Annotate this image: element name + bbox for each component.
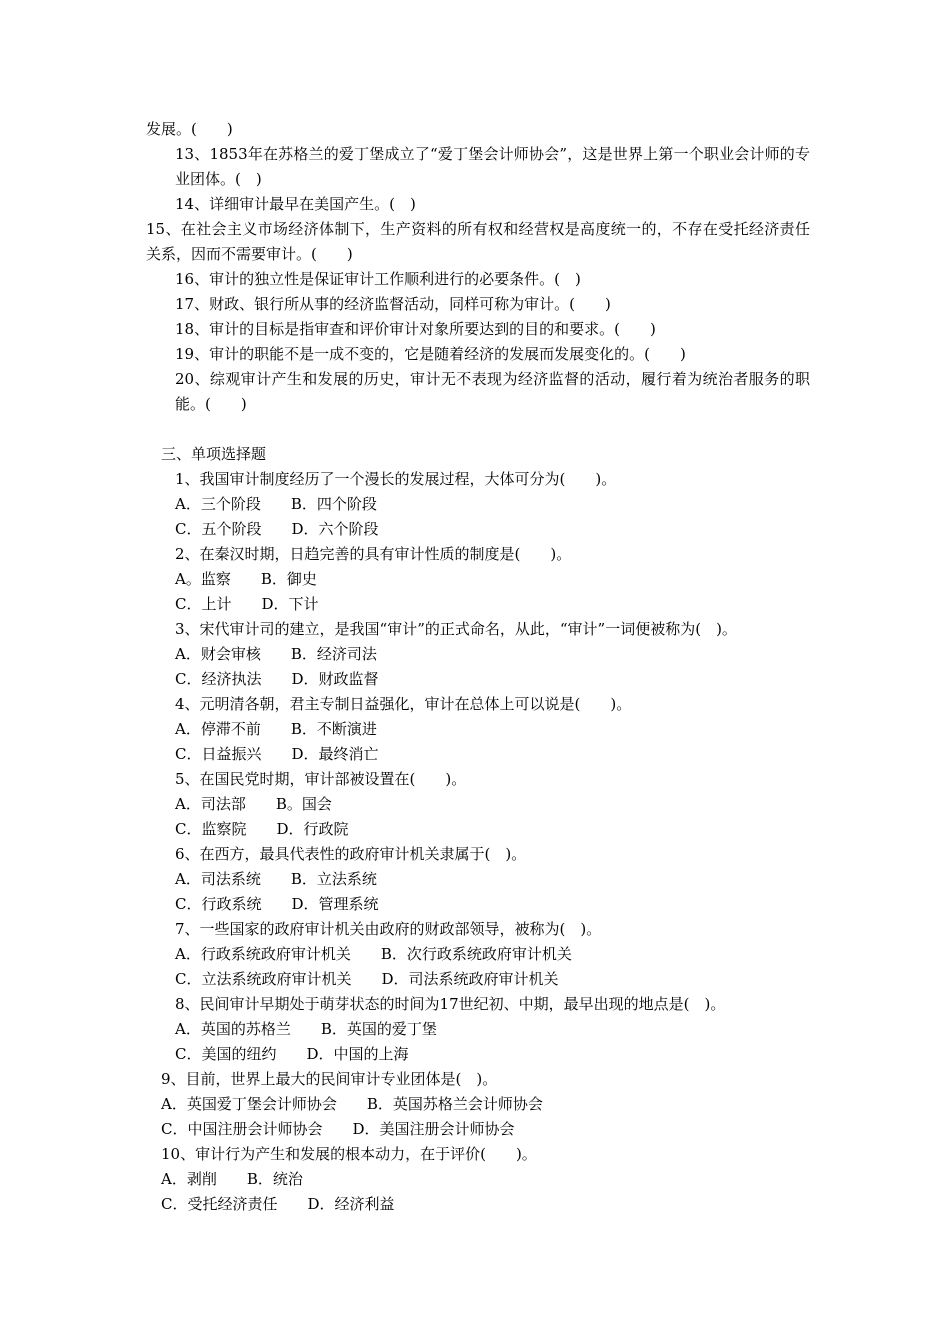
single-choice-line: A．英国爱丁堡会计师协会 B．英国苏格兰会计师协会 bbox=[161, 1095, 543, 1113]
single-choice-line: 8、民间审计早期处于萌芽状态的时间为17世纪初、中期，最早出现的地点是( )。 bbox=[175, 995, 726, 1013]
single-choice-line: C．五个阶段 D．六个阶段 bbox=[175, 520, 379, 538]
single-choice-line: C．立法系统政府审计机关 D．司法系统政府审计机关 bbox=[175, 970, 559, 988]
section-spacer bbox=[146, 417, 810, 442]
true-false-line: 20、综观审计产生和发展的历史，审计无不表现为经济监督的活动，履行着为统治者服务的职能。( ) bbox=[175, 370, 810, 413]
single-choice-line: 5、在国民党时期，审计部被设置在( )。 bbox=[175, 770, 467, 788]
single-choice-line: A．三个阶段 B．四个阶段 bbox=[175, 495, 377, 513]
true-false-section bbox=[146, 117, 810, 417]
true-false-line: 18、审计的目标是指审查和评价审计对象所要达到的目的和要求。( ) bbox=[175, 320, 656, 338]
single-choice-line: C．经济执法 D．财政监督 bbox=[175, 670, 379, 688]
single-choice-line: A。监察 B．御史 bbox=[175, 570, 317, 588]
single-choice-line: A．行政系统政府审计机关 B．次行政系统政府审计机关 bbox=[175, 945, 572, 963]
single-choice-section bbox=[146, 442, 810, 1217]
true-false-line: 16、审计的独立性是保证审计工作顺利进行的必要条件。( ) bbox=[175, 270, 581, 288]
single-choice-line: A．司法部 B。国会 bbox=[175, 795, 332, 813]
single-choice-line: C．监察院 D．行政院 bbox=[175, 820, 349, 838]
document-body bbox=[146, 117, 810, 1217]
single-choice-line: A．英国的苏格兰 B．英国的爱丁堡 bbox=[175, 1020, 437, 1038]
single-choice-line: A．停滞不前 B．不断演进 bbox=[175, 720, 377, 738]
single-choice-line: A．剥削 B．统治 bbox=[161, 1170, 303, 1188]
true-false-line: 17、财政、银行所从事的经济监督活动，同样可称为审计。( ) bbox=[175, 295, 611, 313]
single-choice-line: 2、在秦汉时期，日趋完善的具有审计性质的制度是( )。 bbox=[175, 545, 572, 563]
true-false-line: 13、1853年在苏格兰的爱丁堡成立了“爱丁堡会计师协会”，这是世界上第一个职业会计师的专业团体。( ) bbox=[175, 145, 810, 188]
single-choice-line: 3、宋代审计司的建立，是我国“审计”的正式命名，从此，“审计”一词便被称为( )。 bbox=[175, 620, 737, 638]
single-choice-line: 10、审计行为产生和发展的根本动力，在于评价( )。 bbox=[161, 1145, 537, 1163]
true-false-line: 19、审计的职能不是一成不变的，它是随着经济的发展而发展变化的。( ) bbox=[175, 345, 686, 363]
single-choice-line: C．美国的纽约 D．中国的上海 bbox=[175, 1045, 409, 1063]
single-choice-line: C．受托经济责任 D．经济利益 bbox=[161, 1195, 395, 1213]
single-choice-line: 4、元明清各朝，君主专制日益强化，审计在总体上可以说是( )。 bbox=[175, 695, 632, 713]
true-false-line: 14、详细审计最早在美国产生。( ) bbox=[175, 195, 416, 213]
single-choice-line: C．行政系统 D．管理系统 bbox=[175, 895, 379, 913]
single-choice-line: A．财会审核 B．经济司法 bbox=[175, 645, 377, 663]
single-choice-line: A．司法系统 B．立法系统 bbox=[175, 870, 377, 888]
single-choice-line: C．中国注册会计师协会 D．美国注册会计师协会 bbox=[161, 1120, 515, 1138]
single-choice-line: C．日益振兴 D．最终消亡 bbox=[175, 745, 379, 763]
single-choice-line: C．上计 D．下计 bbox=[175, 595, 319, 613]
section-heading: 三、单项选择题 bbox=[161, 445, 267, 463]
true-false-line: 15、在社会主义市场经济体制下，生产资料的所有权和经营权是高度统一的，不存在受托经济责任关系，因而不需要审计。( ) bbox=[146, 220, 810, 263]
single-choice-line: 6、在西方，最具代表性的政府审计机关隶属于( )。 bbox=[175, 845, 527, 863]
single-choice-line: 9、目前，世界上最大的民间审计专业团体是( )。 bbox=[161, 1070, 498, 1088]
true-false-line: 发展。( ) bbox=[146, 120, 233, 138]
single-choice-line: 1、我国审计制度经历了一个漫长的发展过程，大体可分为( )。 bbox=[175, 470, 617, 488]
single-choice-line: 7、一些国家的政府审计机关由政府的财政部领导，被称为( )。 bbox=[175, 920, 602, 938]
